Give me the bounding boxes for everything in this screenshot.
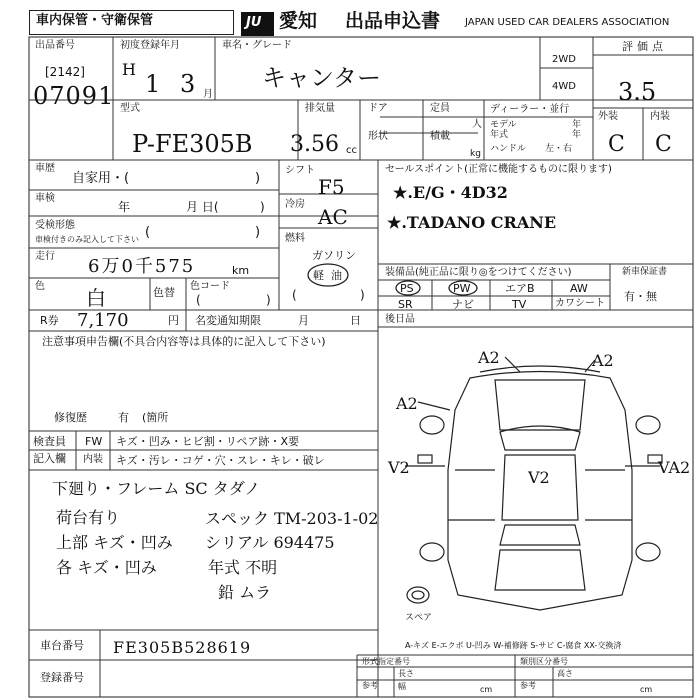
equip-navi: ナビ: [452, 298, 474, 311]
inspection-label: 車検: [35, 193, 55, 204]
equip-sr: SR: [398, 298, 413, 311]
r-ticket-unit: 円: [168, 314, 179, 327]
aftermarket-label: 後日品: [385, 314, 415, 325]
capacity-unit: 人: [472, 119, 482, 130]
capacity-label: 定員: [430, 103, 450, 114]
equip-airbag: エアB: [505, 282, 535, 295]
damage-mark-center: V2: [528, 468, 550, 487]
ju-logo: JU: [246, 15, 262, 30]
warranty-label: 新車保証書: [622, 267, 668, 277]
note-misc: 鉛 ムラ: [218, 583, 272, 602]
inspector-label-1: 検査員: [33, 435, 66, 448]
notes-label: 注意事項申告欄(不具合内容等は具体的に記入して下さい): [42, 335, 326, 348]
receipt-note: 車検付きのみ記入して下さい: [35, 235, 139, 244]
fuel-close: ): [360, 288, 365, 302]
footer-ref-1: 参考: [362, 681, 378, 690]
org-name: 愛知: [279, 10, 318, 32]
registration-year: 1: [145, 70, 161, 98]
warranty-value: 有・無: [624, 290, 657, 303]
equipment-label: 装備品(純正品に限り◎をつけてください): [385, 267, 572, 278]
shift-label: シフト: [285, 165, 315, 176]
receipt-close: ): [255, 225, 261, 240]
damage-mark-front-left: A2: [478, 348, 500, 367]
displacement-unit: cc: [346, 145, 357, 156]
footer-ref-2: 参考: [520, 681, 536, 690]
inspection-close: ): [260, 200, 265, 214]
color-code-open: (: [196, 293, 201, 307]
registration-month: 3: [180, 70, 196, 98]
displacement-value: 3.56: [290, 132, 339, 157]
footer-height: 高さ: [557, 669, 573, 678]
model-year-label1: モデル: [490, 120, 517, 130]
color-code-label: 色コード: [190, 281, 230, 292]
load-unit: kg: [470, 149, 481, 159]
inspection-month-day: 月 日(: [186, 200, 219, 214]
equip-ps: PS: [400, 282, 414, 295]
chassis-label: 車台番号: [40, 639, 84, 652]
fuel-oil: 油: [331, 269, 342, 282]
repair-value: 有: [118, 411, 129, 424]
lot-label: 出品番号: [35, 40, 75, 51]
inspector-label-2: 記入欄: [33, 452, 66, 465]
mileage-value: 6万0千575: [88, 256, 196, 277]
inspection-year: 年: [118, 200, 131, 214]
spare-label: スペア: [405, 613, 433, 623]
handle-label: ハンドル: [490, 144, 527, 154]
lot-sub-number: [2142]: [45, 65, 85, 79]
color-value: 白: [86, 286, 106, 310]
equip-tv: TV: [512, 298, 527, 311]
fw-value: キズ・凹み・ヒビ割・リペア跡・X要: [116, 435, 300, 448]
footer-class-label: 類別区分番号: [520, 657, 568, 666]
tax-notice-month: 月: [298, 314, 309, 327]
model-name-value: キャンター: [262, 64, 382, 92]
registration-month-unit: 月: [203, 89, 213, 100]
repair-place: (箇所: [142, 411, 169, 424]
equip-aw: AW: [570, 282, 588, 295]
shift-value: F5: [318, 175, 345, 199]
footer-shape-label: 形式指定番号: [362, 657, 410, 666]
rating-ext-label: 外装: [598, 111, 618, 122]
dealer-parallel: ディーラー・並行: [490, 104, 570, 115]
selling-points-label: セールスポイント(正常に機能するものに限ります): [385, 164, 612, 175]
equip-leather-seat: カワシート: [555, 298, 605, 309]
equip-pw: PW: [453, 282, 471, 295]
tax-notice-label: 名変通知期限: [195, 314, 261, 327]
registration-era: H: [122, 60, 136, 79]
history-close: ): [255, 171, 261, 186]
footer-cm-2: cm: [640, 685, 653, 694]
damage-mark-side-left: V2: [388, 458, 410, 477]
tax-notice-day: 日: [350, 314, 361, 327]
selling-point-1: ★.E/G・4D32: [393, 183, 508, 202]
handle-value: 左・右: [545, 144, 573, 154]
door-label: ドア: [368, 103, 388, 114]
type-label: 型式: [120, 103, 140, 114]
damage-mark-side-right: VA2: [658, 458, 691, 477]
fuel-label: 燃料: [285, 233, 305, 244]
damage-legend: A-キズ E-エクボ U-凹み W-補修跡 S-サビ C-腐食 XX-交換済: [405, 641, 622, 650]
drive-4wd: 4WD: [552, 81, 576, 92]
note-spec: スペック TM-203-1-02: [205, 509, 379, 528]
form-title: 出品申込書: [345, 10, 441, 32]
load-label: 積載: [430, 131, 450, 142]
footer-length: 長さ: [398, 669, 414, 678]
repair-label: 修復歴: [54, 411, 87, 424]
history-label: 車歴: [35, 163, 55, 174]
model-year-unit1: 年: [572, 120, 582, 130]
type-value: P-FE305B: [132, 130, 253, 158]
storage-note: 車内保管・守衛保管: [36, 13, 154, 28]
note-year-unknown: 年式 不明: [208, 558, 278, 577]
drive-2wd: 2WD: [552, 54, 576, 65]
damage-mark-front-right: A2: [592, 351, 614, 370]
plate-label: 登録番号: [40, 671, 84, 684]
color-change-label: 色替: [153, 286, 175, 299]
note-line-4: 各 キズ・凹み: [56, 558, 157, 577]
receipt-open: (: [145, 225, 151, 240]
association-name: JAPAN USED CAR DEALERS ASSOCIATION: [465, 17, 670, 28]
footer-cm-1: cm: [480, 685, 493, 694]
interior-value: キズ・汚レ・コゲ・穴・スレ・キレ・破レ: [116, 454, 325, 467]
rating-label: 評価点: [622, 40, 667, 53]
damage-mark-fender-left: A2: [396, 394, 418, 413]
r-ticket-value: 7,170: [77, 310, 129, 331]
selling-point-2: ★.TADANO CRANE: [387, 213, 557, 232]
model-name-label: 車名・グレード: [222, 40, 292, 51]
fuel-gasoline: ガソリン: [312, 249, 356, 262]
rating-int-value: C: [655, 132, 672, 157]
cooling-value: AC: [318, 205, 348, 229]
note-line-3: 上部 キズ・凹み: [56, 533, 173, 552]
r-ticket-label: R券: [40, 314, 59, 327]
receipt-label: 受検形態: [35, 220, 75, 231]
displacement-label: 排気量: [305, 103, 335, 114]
note-serial: シリアル 694475: [205, 533, 335, 552]
fuel-light: 軽: [313, 269, 324, 282]
interior-label: 内装: [83, 454, 103, 465]
history-value: 自家用・(: [72, 171, 130, 186]
cooling-label: 冷房: [285, 199, 305, 210]
note-line-1: 下廻り・フレーム SC タダノ: [52, 479, 261, 498]
model-year-label2: 年式: [490, 130, 509, 140]
fw-label: FW: [85, 435, 103, 448]
shape-label: 形状: [368, 131, 388, 142]
model-year-unit2: 年: [572, 130, 582, 140]
chassis-value: FE305B528619: [113, 638, 252, 657]
rating-value: 3.5: [618, 78, 657, 106]
color-label: 色: [35, 281, 45, 292]
lot-number: 07091: [33, 82, 115, 110]
note-line-2: 荷台有り: [56, 508, 121, 527]
mileage-unit: km: [232, 264, 250, 277]
mileage-label: 走行: [35, 251, 55, 262]
rating-int-label: 内装: [650, 111, 670, 122]
fuel-open: (: [292, 288, 297, 302]
footer-width: 幅: [398, 682, 406, 691]
color-code-close: ): [266, 293, 271, 307]
rating-ext-value: C: [608, 132, 625, 157]
registration-label: 初度登録年月: [120, 40, 180, 51]
